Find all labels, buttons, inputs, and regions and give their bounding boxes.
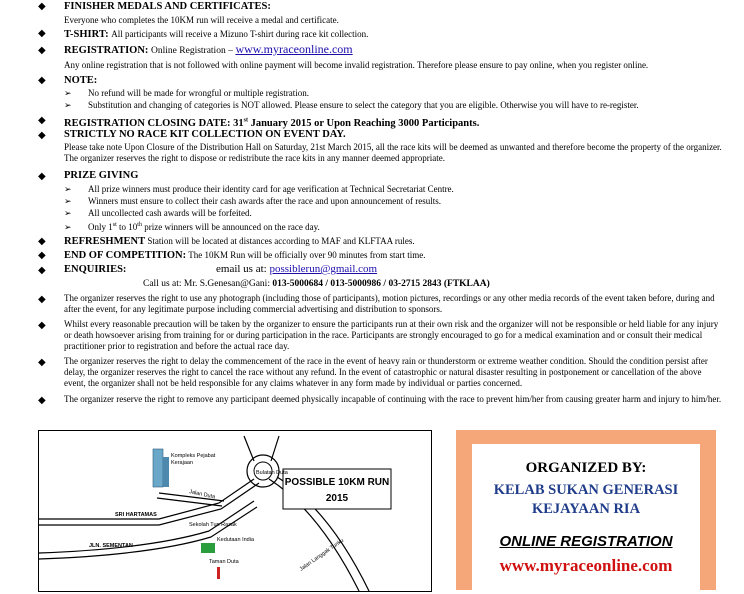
bullet-icon: ◆ xyxy=(38,395,46,406)
bullet-icon: ◆ xyxy=(38,265,46,276)
label-sri-hartamas: SRI HARTAMAS xyxy=(115,512,157,518)
label-bulatan: Bulatan Duta xyxy=(256,470,288,476)
arrow-icon: ➢ xyxy=(64,208,72,218)
email-link[interactable]: possiblerun@gmail.com xyxy=(269,263,378,275)
prize-item: ➢ Only 1st to 10th prize winners will be announced on the race day. xyxy=(64,222,320,232)
online-registration-label: ONLINE REGISTRATION xyxy=(499,533,673,550)
prize-item: ➢ Winners must ensure to collect their cash awards after the race and upon announcement of results. xyxy=(64,196,442,206)
arrow-icon: ➢ xyxy=(64,196,72,206)
bullet-icon: ◆ xyxy=(38,320,46,331)
prize-heading: PRIZE GIVING xyxy=(64,170,139,181)
route-map xyxy=(38,430,432,592)
closing-date: REGISTRATION CLOSING DATE: 31st January 2015 or Upon Reaching 3000 Participants. xyxy=(64,117,480,129)
organizer-club-line2: KEJAYAAN RIA xyxy=(531,501,641,517)
label-kerajaan: Kerajaan xyxy=(171,460,194,466)
note-item: ➢ No refund will be made for wrongful or multiple registration. xyxy=(64,88,309,98)
organizer-heading: ORGANIZED BY: xyxy=(525,460,647,476)
disclaimer-text: Whilst every reasonable precaution will be taken by the organizer to ensure the participants run at their own risk and the organizer will not be responsible or held liable for any injury or death howsoever arising from training for or during participation in the race. Participants are strongly encouraged to go for a medical examination and or consult their medical practitioner prior to registration and before the actual race day. xyxy=(64,319,719,351)
email-row: email us at: possiblerun@gmail.com xyxy=(216,263,378,275)
arrow-icon: ➢ xyxy=(64,100,72,110)
organizer-panel xyxy=(456,430,716,590)
registration-link[interactable]: www.myraceonline.com xyxy=(235,42,353,56)
organizer-url-link[interactable]: www.myraceonline.com xyxy=(499,556,673,575)
building-icon xyxy=(163,457,169,487)
end-row: END OF COMPETITION: The 10KM Run will be officially over 90 minutes from start time. xyxy=(64,250,426,261)
disclaimer-text: The organizer reserve the right to remove any participant deemed physically incapable of continuing with the race to prevent him/her from causing greater harm and injury to him/her. xyxy=(64,394,722,404)
refreshment-row: REFRESHMENT Station will be located at distances according to MAF and KLFTAA rules. xyxy=(64,236,415,247)
registration-row: REGISTRATION: Online Registration – www.myraceonline.com xyxy=(64,42,353,56)
route-map-drawing xyxy=(39,431,431,591)
arrow-icon: ➢ xyxy=(64,222,72,232)
bullet-icon: ◆ xyxy=(38,171,46,182)
bullet-icon: ◆ xyxy=(38,130,46,141)
bullet-icon: ◆ xyxy=(38,115,46,126)
road xyxy=(244,436,254,461)
label-langgak: Jalan Langgak Tunku xyxy=(298,537,345,573)
arrow-icon: ➢ xyxy=(64,184,72,194)
bullet-icon: ◆ xyxy=(38,45,46,56)
registration-text: Any online registration that is not followed with online payment will become invalid registration. Therefore please ensure to pay online, when you register online. xyxy=(64,60,649,70)
label-sementan: JLN. SEMENTAN xyxy=(89,543,133,549)
bullet-icon: ◆ xyxy=(38,294,46,305)
map-title-line2: 2015 xyxy=(325,493,349,504)
medals-text: Everyone who completes the 10KM run will receive a medal and certificate. xyxy=(64,15,339,25)
call-row: Call us at: Mr. S.Genesan@Gani: 013-5000684 / 013-5000986 / 03-2715 2843 (FTKLAA) xyxy=(143,279,490,289)
label-kedutaan: Kedutaan India xyxy=(217,537,255,543)
label-tun-razak: Sekolah Tun Razak xyxy=(189,522,237,528)
bullet-icon: ◆ xyxy=(38,250,46,261)
organizer-card xyxy=(472,444,700,594)
building-icon xyxy=(153,449,163,487)
bullet-icon: ◆ xyxy=(38,75,46,86)
bullet-icon: ◆ xyxy=(38,236,46,247)
prize-item: ➢ All uncollected cash awards will be forfeited. xyxy=(64,208,252,218)
note-item: ➢ Substitution and changing of categories is NOT allowed. Please ensure to select the category that you are eligible. Otherwise you will have to re-register. xyxy=(64,100,639,110)
bullet-icon: ◆ xyxy=(38,28,46,39)
flag-icon xyxy=(217,567,220,579)
disclaimer-text: The organizer reserves the right to delay the commencement of the race in the event of heavy rain or thunderstorm or extreme weather condition. Should the condition persist after delay, the organizer reserves the right to cancel the race without any refund. In the event of catastrophic or natural disaster resulting in postponement or cancellation of the above event, the organizer shall not be held responsible for any claims whatever in any form made by individual or parties concerned. xyxy=(64,356,708,388)
prize-item: ➢ All prize winners must produce their identity card for age verification at Technical Secretariat Centre. xyxy=(64,184,454,194)
medals-heading: FINISHER MEDALS AND CERTIFICATES: xyxy=(64,1,271,12)
label-jalan-duta: Jalan Duta xyxy=(188,489,216,501)
note-heading: NOTE: xyxy=(64,75,98,86)
label-kompleks: Kompleks Pejabat xyxy=(171,453,216,459)
bullet-icon: ◆ xyxy=(38,1,46,12)
kit-text: Please take note Upon Closure of the Distribution Hall on Saturday, 21st March 2015, all the race kits will be deemed as unwanted and therefore become the property of the organizer. The organizer reserves the right to dispose or redistribute the race kits in any manner deemed appropriate. xyxy=(64,142,722,163)
disclaimer-text: The organizer reserves the right to use any photograph (including those of participants), motion pictures, recordings or any other media records of the event taken before, during and after the event, for any legitimate purpose including commercial advertising and distribution to sponsors. xyxy=(64,293,715,314)
enquiries-row: ENQUIRIES: xyxy=(64,264,127,275)
label-taman-duta: Taman Duta xyxy=(209,559,239,565)
kit-heading: STRICTLY NO RACE KIT COLLECTION ON EVENT DAY. xyxy=(64,129,346,140)
kedutaan-marker xyxy=(201,543,215,553)
map-title-line1: POSSIBLE 10KM RUN xyxy=(284,477,390,488)
arrow-icon: ➢ xyxy=(64,88,72,98)
tshirt-text: All participants will receive a Mizuno T-shirt during race kit collection. xyxy=(111,29,369,39)
organizer-club-line1: KELAB SUKAN GENERASI xyxy=(493,482,679,498)
tshirt-row: T-SHIRT: All participants will receive a Mizuno T-shirt during race kit collection. xyxy=(64,29,369,40)
bullet-icon: ◆ xyxy=(38,357,46,368)
